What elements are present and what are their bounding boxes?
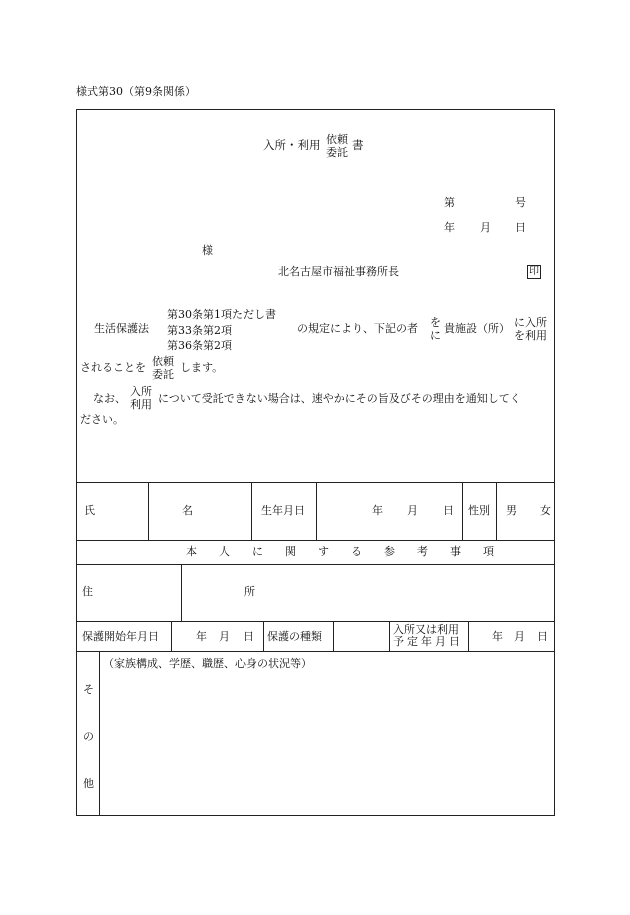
body-particle-options xyxy=(430,316,441,342)
body-article-1: 第30条第1項ただし書 xyxy=(167,308,276,321)
address-label: 住 所 xyxy=(82,585,325,598)
date-month: 月 xyxy=(480,221,491,234)
body-note-text: について受託できない場合は、速やかにその旨及びその理由を通知してく xyxy=(158,392,521,405)
body-purpose-riyou: を利用 xyxy=(514,329,547,342)
birth-month: 月 xyxy=(407,504,418,517)
body-line2-itaku: 委託 xyxy=(152,368,174,381)
body-article-2: 第33条第2項 xyxy=(167,323,232,337)
form-frame xyxy=(76,109,555,816)
protection-start-day: 日 xyxy=(243,630,254,643)
body-purpose-nyusho: に入所 xyxy=(514,316,547,329)
form-number: 様式第30（第9条関係） xyxy=(76,85,196,98)
admission-label-line1: 入所又は利用 xyxy=(393,623,459,636)
body-line2-prefix: されることを xyxy=(80,361,146,374)
other-char-so: そ xyxy=(83,683,94,696)
body-line2-irai: 依頼 xyxy=(152,355,174,368)
doc-number-go: 号 xyxy=(515,196,526,209)
protection-start-year: 年 xyxy=(196,630,207,643)
addressee-suffix: 様 xyxy=(202,244,213,257)
body-law: 生活保護法 xyxy=(94,322,149,335)
date-year: 年 xyxy=(444,221,455,234)
other-note: （家族構成、学歴、職歴、心身の状況等） xyxy=(103,657,312,670)
admission-label xyxy=(393,624,463,648)
other-char-ta: 他 xyxy=(83,777,94,790)
name-label: 氏 名 xyxy=(84,504,231,517)
body-particle-wo: を xyxy=(430,316,441,329)
admission-month: 月 xyxy=(514,630,525,643)
body-note-riyou: 利用 xyxy=(130,398,152,411)
seal-mark: 印 xyxy=(529,266,539,277)
other-char-no: の xyxy=(83,730,94,743)
reference-header: 本人に関する参考事項 xyxy=(186,545,516,558)
body-facility: 貴施設（所） xyxy=(444,322,510,335)
doc-number-dai: 第 xyxy=(444,196,455,209)
body-note-end: ださい。 xyxy=(80,413,124,426)
body-note-options xyxy=(130,385,152,411)
gender-male: 男 xyxy=(506,504,517,517)
body-articles xyxy=(167,307,276,354)
birth-label: 生年月日 xyxy=(261,504,305,517)
title-option-itaku: 委託 xyxy=(326,146,348,159)
title-options xyxy=(326,133,348,159)
body-note-prefix: なお、 xyxy=(93,392,126,405)
protection-start-label: 保護開始年月日 xyxy=(82,630,159,643)
body-middle: の規定により、下記の者 xyxy=(297,322,418,335)
birth-year: 年 xyxy=(372,504,383,517)
gender-label: 性別 xyxy=(468,504,490,517)
admission-label-line2: 予定年月日 xyxy=(393,635,463,648)
title-suffix: 書 xyxy=(352,138,364,152)
title-option-irai: 依頼 xyxy=(326,133,348,146)
body-purpose-options xyxy=(514,316,547,342)
gender-female: 女 xyxy=(540,504,551,517)
body-note-nyusho: 入所 xyxy=(130,385,152,398)
body-article-3: 第36条第2項 xyxy=(167,339,232,352)
admission-day: 日 xyxy=(537,630,548,643)
admission-year: 年 xyxy=(492,630,503,643)
birth-day: 日 xyxy=(443,504,454,517)
title-prefix: 入所・利用 xyxy=(263,138,321,152)
body-particle-ni: に xyxy=(430,329,441,342)
sender: 北名古屋市福祉事務所長 xyxy=(278,265,399,278)
body-line2-suffix: します。 xyxy=(180,361,224,374)
protection-type-label: 保護の種類 xyxy=(267,630,322,643)
date-day: 日 xyxy=(515,221,526,234)
protection-start-month: 月 xyxy=(219,630,230,643)
body-line2-options xyxy=(152,355,174,381)
